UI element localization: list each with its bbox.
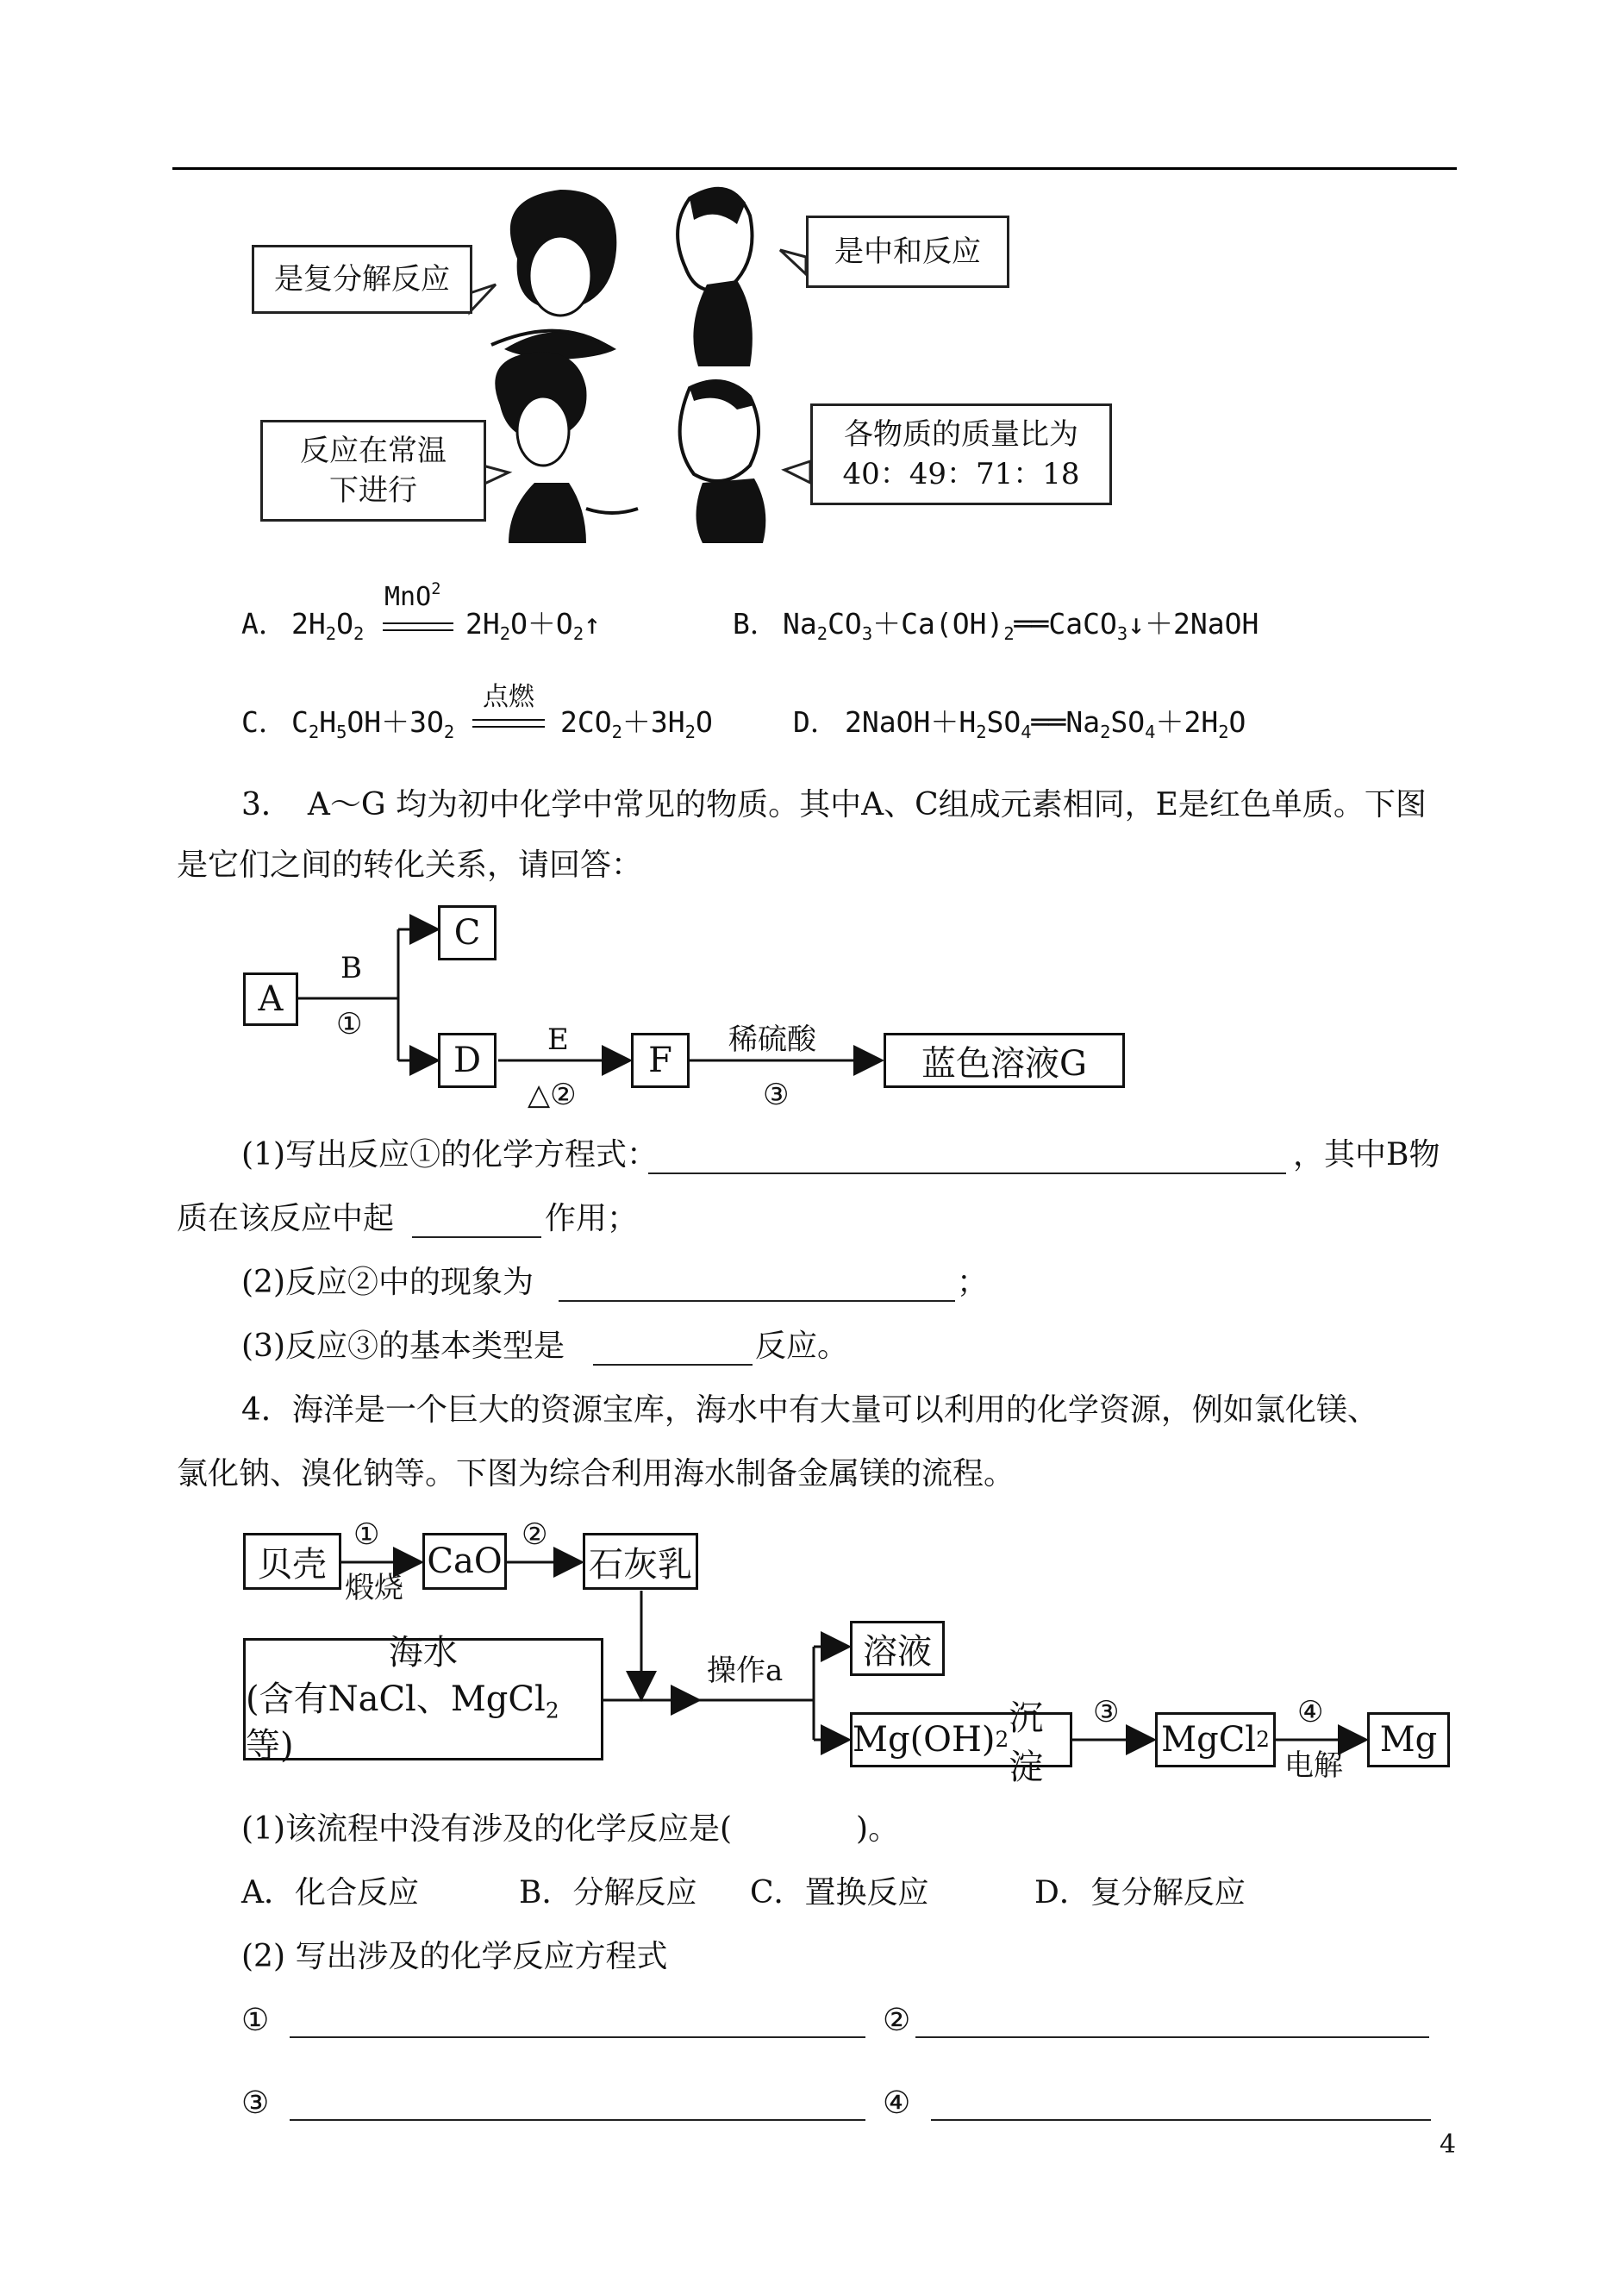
flow-step4: ④ — [1297, 1695, 1324, 1729]
q3-sub1-prompt: (1)写出反应①的化学方程式： — [241, 1137, 658, 1173]
option-a-reactant: $2H_2O_2$ — [291, 607, 365, 645]
option-b-label: B． — [733, 607, 778, 641]
box-a: A — [243, 972, 298, 1026]
bubble-text-line: 各物质的质量比为 — [844, 417, 1078, 452]
option-c-reactant: $C_2H_5OH+3O_2$ — [291, 705, 455, 743]
option-c-product: $2CO_2+3H_2O$ — [560, 705, 713, 743]
option-a-label: A． — [241, 607, 287, 641]
flow-calcine: 煅烧 — [345, 1571, 403, 1605]
flow-cao: CaO — [422, 1533, 507, 1590]
q4-eq2-line[interactable] — [915, 2036, 1429, 2038]
label-acid: 稀硫酸 — [728, 1022, 816, 1057]
q3-sub3-end: 反应。 — [755, 1329, 849, 1364]
box-c: C — [438, 905, 497, 960]
option-d-equation: $2NaOH+H_2SO_4══Na_2SO_4+2H_2O$ — [845, 705, 1246, 743]
q4-stem-line1: 4．海洋是一个巨大的资源宝库，海水中有大量可以利用的化学资源，例如氯化镁、 — [241, 1392, 1378, 1428]
box-f: F — [631, 1033, 690, 1088]
q3-stem-line1: 3． A～G 均为初中化学中常见的物质。其中A、C组成元素相同，E是红色单质。下图 — [241, 787, 1427, 822]
flow-step2: ② — [522, 1517, 548, 1552]
q4-choice-a[interactable]: A．化合反应 — [241, 1875, 419, 1910]
q3-sub3-prompt: (3)反应③的基本类型是 — [241, 1329, 565, 1364]
q4-eq4-label: ④ — [883, 2086, 911, 2121]
q3-sub1-role: 质在该反应中起 — [177, 1201, 395, 1236]
q3-sub2-prompt: (2)反应②中的现象为 — [241, 1265, 534, 1300]
label-step2: △② — [528, 1078, 577, 1112]
bubble-text-line: 反应在常温 — [300, 434, 447, 468]
q3-sub1-cont: ，其中B物 — [1293, 1137, 1440, 1173]
option-a-catalyst: MnO$^2$ — [384, 579, 441, 612]
q4-sub1-prompt: (1)该流程中没有涉及的化学反应是( )。 — [241, 1811, 900, 1847]
flow-operation-a: 操作a — [707, 1654, 784, 1688]
bubble-text: 是中和反应 — [834, 235, 981, 269]
box-d: D — [438, 1033, 497, 1088]
q4-eq1-label: ① — [241, 2003, 270, 2038]
label-e: E — [547, 1022, 569, 1057]
label-step1: ① — [336, 1007, 363, 1041]
q4-choice-c[interactable]: C．置换反应 — [750, 1875, 929, 1910]
q3-stem-line2: 是它们之间的转化关系，请回答： — [177, 847, 643, 883]
option-d-label: D． — [793, 705, 839, 739]
label-b: B — [340, 951, 362, 985]
q4-stem-line2: 氯化钠、溴化钠等。下图为综合利用海水制备金属镁的流程。 — [177, 1456, 1015, 1491]
label-step3: ③ — [763, 1078, 790, 1112]
q4-eq3-label: ③ — [241, 2086, 270, 2121]
flow-step3: ③ — [1093, 1695, 1120, 1729]
q3-sub2-end: ； — [957, 1265, 989, 1300]
bubble-text-line: 40：49：71：18 — [842, 457, 1080, 491]
bubble-text-line: 下进行 — [329, 473, 417, 508]
seawater-title: 海水 — [389, 1633, 458, 1673]
q4-eq4-line[interactable] — [931, 2119, 1431, 2121]
seawater-note: (含有NaCl、MgCl$_2$等) — [246, 1679, 559, 1766]
flow-lime-milk: 石灰乳 — [583, 1533, 698, 1590]
q4-eq1-line[interactable] — [290, 2036, 865, 2038]
flow-mg: Mg — [1367, 1712, 1450, 1767]
option-b-equation: $Na_2CO_3+Ca(OH)_2══CaCO_3↓+2NaOH$ — [783, 607, 1259, 645]
q4-choice-b[interactable]: B．分解反应 — [519, 1875, 697, 1910]
flow-mgoh2-precipitate: Mg(OH) 2 沉淀 — [850, 1712, 1072, 1767]
page-number: 4 — [1440, 2129, 1457, 2160]
flow-electrolysis: 电解 — [1284, 1748, 1343, 1783]
box-g: 蓝色溶液G — [884, 1033, 1125, 1088]
flow-solution: 溶液 — [850, 1621, 945, 1676]
q3-sub1-role-end: 作用； — [545, 1201, 639, 1236]
flow-step1: ① — [353, 1517, 380, 1552]
flow-seawater — [243, 1633, 603, 1766]
q4-sub2-prompt: (2) 写出涉及的化学反应方程式 — [241, 1939, 668, 1974]
flow-mgcl2: MgCl 2 — [1155, 1712, 1276, 1767]
bubble-text: 是复分解反应 — [274, 262, 450, 297]
q4-eq3-line[interactable] — [290, 2119, 865, 2121]
option-c-condition: 点燃 — [483, 682, 534, 712]
option-c-label: C． — [241, 705, 287, 739]
q4-eq2-label: ② — [883, 2003, 911, 2038]
option-a-product: $2H_2O+O_2↑$ — [465, 607, 601, 645]
q4-choice-d[interactable]: D．复分解反应 — [1034, 1875, 1246, 1910]
flow-shell: 贝壳 — [243, 1533, 341, 1590]
